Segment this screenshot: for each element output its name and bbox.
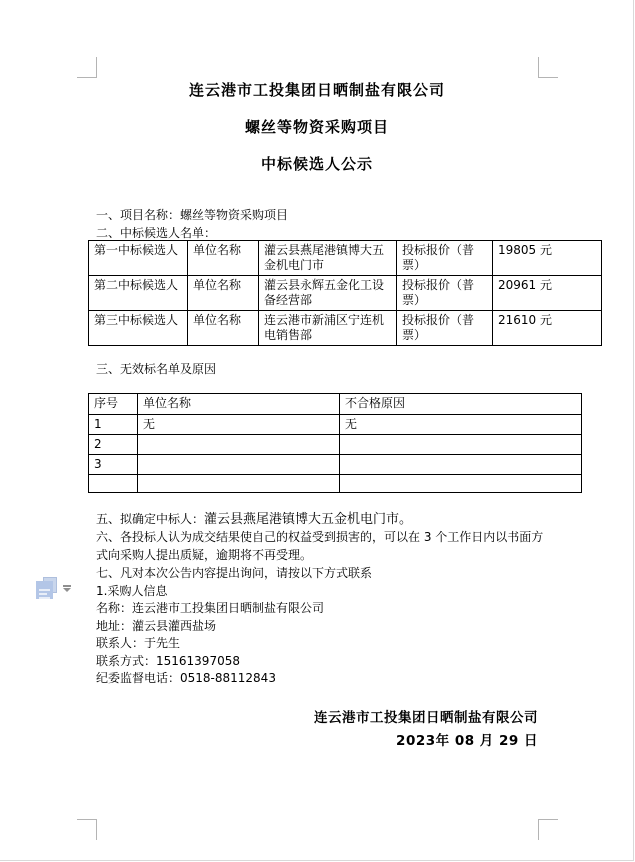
section-contact-notice: 七、凡对本次公告内容提出询问，请按以下方式联系: [96, 566, 373, 580]
cell-unit-name: [138, 475, 340, 493]
signature-block: [96, 710, 538, 756]
section-project-name: 一、项目名称：螺丝等物资采购项目: [96, 208, 289, 222]
unit-label: 单位名称: [188, 241, 259, 276]
section-candidates-heading: 二、中标候选人名单：: [96, 226, 217, 240]
price-label: 投标报价（普票）: [397, 276, 493, 311]
cell-unit-name: [138, 435, 340, 455]
table-header-row: [89, 394, 582, 415]
chevron-down-icon[interactable]: [63, 585, 71, 592]
purchaser-contact-person: 联系人：于先生: [96, 636, 181, 651]
section-invalid-bids-heading: 三、无效标名单及原因: [96, 362, 217, 376]
purchaser-address: 地址：灌云县灌西盐场: [96, 618, 217, 633]
price-value: 20961 元: [493, 276, 602, 311]
cell-reason: [340, 475, 582, 493]
table-row: [89, 455, 582, 475]
price-value: 19805 元: [493, 241, 602, 276]
candidates-table: [88, 240, 602, 346]
page-front-icon: [36, 581, 53, 599]
section-awarded-bidder: [96, 510, 546, 529]
cell-reason: [340, 455, 582, 475]
invalid-bids-table: [88, 393, 582, 493]
signature-company: 连云港市工投集团日晒制盐有限公司: [314, 710, 538, 726]
candidate-rank: 第三中标候选人: [89, 311, 188, 346]
cell-index: 1: [89, 415, 138, 435]
unit-label: 单位名称: [188, 311, 259, 346]
section-objection-notice: 六、各投标人认为成交结果使自己的权益受到损害的，可以在 3 个工作日内以书面方式向采购人提出质疑，逾期将不再受理。: [96, 530, 544, 562]
table-row: [89, 241, 602, 276]
document-title-announcement: 中标候选人公示: [260, 155, 373, 173]
candidate-rank: 第二中标候选人: [89, 276, 188, 311]
unit-label: 单位名称: [188, 276, 259, 311]
price-label: 投标报价（普票）: [397, 241, 493, 276]
purchaser-name: 名称：连云港市工投集团日晒制盐有限公司: [96, 601, 325, 616]
col-header-index: 序号: [89, 394, 138, 415]
supervision-phone: 纪委监督电话：0518-88112843: [96, 670, 276, 685]
document-title-company: 连云港市工投集团日晒制盐有限公司: [188, 81, 445, 99]
price-value: 21610 元: [493, 311, 602, 346]
table-row: [89, 276, 602, 311]
table-row: [89, 475, 582, 493]
awarded-bidder-name: 灌云县燕尾港镇博大五金机电门市。: [204, 512, 413, 527]
col-header-reason: 不合格原因: [340, 394, 582, 415]
document-title-project: 螺丝等物资采购项目: [244, 118, 389, 136]
unit-name: 灌云县永辉五金化工设备经营部: [259, 276, 397, 311]
price-label: 投标报价（普票）: [397, 311, 493, 346]
table-row: [89, 311, 602, 346]
awarded-bidder-label: 五、拟确定中标人：: [96, 512, 205, 526]
cell-reason: 无: [340, 415, 582, 435]
margin-cropmark-bottom-left: [77, 819, 97, 840]
cell-reason: [340, 435, 582, 455]
unit-name: 连云港市新浦区宁连机电销售部: [259, 311, 397, 346]
purchaser-info-block: [96, 583, 546, 687]
paste-options-button[interactable]: [36, 577, 72, 603]
paste-options-icon[interactable]: [36, 577, 58, 600]
title-block: [96, 82, 538, 193]
table-row: [89, 415, 582, 435]
col-header-unit-name: 单位名称: [138, 394, 340, 415]
margin-cropmark-bottom-right: [538, 819, 558, 840]
cell-unit-name: 无: [138, 415, 340, 435]
margin-cropmark-top-left: [77, 57, 97, 78]
table-row: [89, 435, 582, 455]
cell-index: 3: [89, 455, 138, 475]
cell-unit-name: [138, 455, 340, 475]
purchaser-heading: 1.采购人信息: [96, 584, 168, 598]
cell-index: 2: [89, 435, 138, 455]
cell-index: [89, 475, 138, 493]
margin-cropmark-top-right: [538, 57, 558, 78]
purchaser-phone: 联系方式：15161397058: [96, 653, 240, 668]
unit-name: 灌云县燕尾港镇博大五金机电门市: [259, 241, 397, 276]
signature-date: 2023年 08 月 29 日: [396, 733, 538, 749]
candidate-rank: 第一中标候选人: [89, 241, 188, 276]
